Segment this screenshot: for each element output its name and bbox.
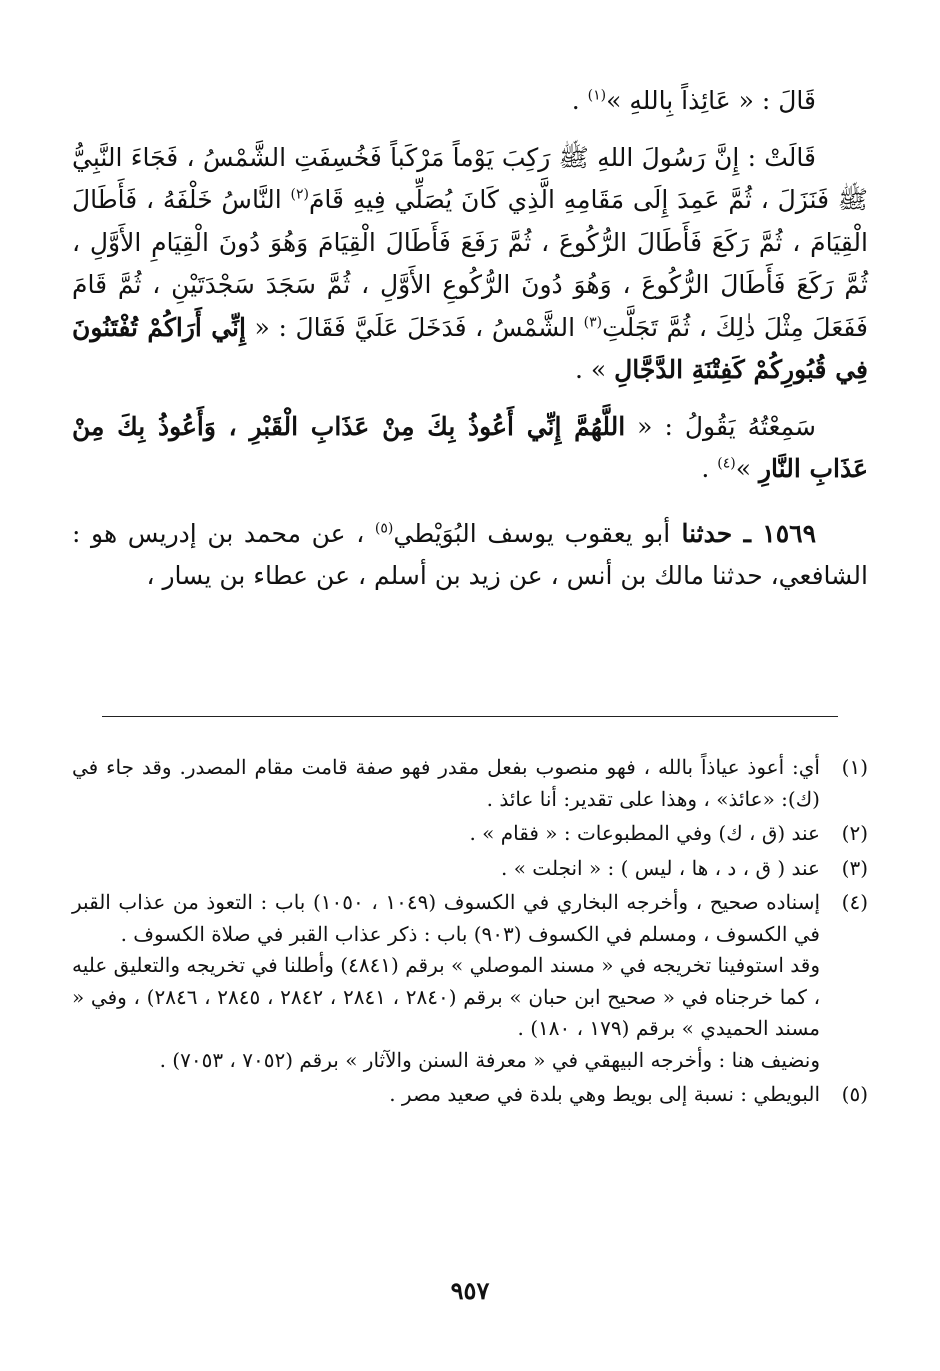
hadith-part-a: أبو يعقوب يوسف البُوَيْطي — [393, 518, 671, 548]
footnote-line: ونضيف هنا : وأخرجه البيهقي في « معرفة السنن والآثار » برقم (٧٠٥٢ ، ٧٠٥٣) . — [159, 1047, 820, 1072]
footnote-1 — [72, 752, 868, 815]
line-1-text: قَالَ : « عَائِذاً بِاللهِ » — [606, 86, 816, 115]
page-number: ٩٥٧ — [450, 1276, 490, 1305]
footnote-3 — [72, 853, 868, 885]
hadith-number: ١٥٦٩ ـ — [743, 518, 817, 548]
footnote-ref-2: (٢) — [290, 186, 309, 203]
hadith-part-b: ، عن محمد بن إدريس هو : الشافعي، حدثنا مالك بن أنس ، عن زيد بن أسلم ، عن عطاء بن يسار ، — [72, 518, 868, 590]
footnote-line: أي: أعوذ عياذاً بالله ، فهو منصوب بفعل مقدر فهو صفة قامت مقام المصدر. وقد جاء في (ك): «عائذ» ، وهذا على تقدير: أنا عائذ . — [72, 755, 820, 811]
footnote-number: (٣) — [841, 855, 868, 880]
footnote-4 — [72, 887, 868, 1076]
paragraph-2 — [72, 137, 868, 392]
prophetic-quote-2: اللَّهُمَّ إِنِّي أَعُوذُ بِكَ مِنْ عَذَابِ الْقَبْرِ ، وَأَعُوذُ بِكَ مِنْ عَذَابِ النَّارِ — [72, 411, 868, 483]
footnote-line: البويطي : نسبة إلى بويط وهي بلدة في صعيد مصر . — [389, 1082, 820, 1106]
paragraph-2-part-c: الشَّمْسُ ، فَدَخَلَ عَلَيَّ فَقَالَ : « — [245, 312, 584, 342]
footnote-ref-5: (٥) — [374, 520, 394, 537]
paragraph-2-part-d: » . — [574, 355, 615, 384]
footnote-line: إسناده صحيح ، وأخرجه البخاري في الكسوف (١٠٤٩ ، ١٠٥٠) باب : التعوذ من عذاب القبر في الكسوف ، ومسلم في الكسوف (٩٠٣) باب : ذكر عذاب القبر في صلاة الكسوف . — [72, 890, 821, 946]
footnote-body — [72, 752, 820, 815]
footnote-number: (١) — [841, 755, 868, 779]
line-1 — [72, 80, 868, 123]
footnote-body — [72, 853, 820, 885]
hadith-lead: حدثنا — [670, 518, 744, 548]
footnote-ref-3: (٣) — [583, 314, 603, 331]
footnote-ref-1: (١) — [587, 87, 607, 104]
footnote-line: عند (ق ، ك) وفي المطبوعات : « فقام » . — [469, 821, 820, 845]
footnote-2 — [72, 818, 868, 850]
paragraph-3-part-b: » — [735, 454, 759, 483]
paragraph-3 — [72, 406, 868, 491]
footnote-number: (٤) — [841, 890, 868, 914]
hadith-1569 — [72, 513, 868, 598]
footnote-separator — [102, 716, 838, 717]
footnote-line: عند ( ق ، د ، ها ، ليس ) : « انجلت » . — [501, 855, 820, 880]
footnote-body — [72, 1079, 820, 1111]
footnote-number: (٢) — [841, 821, 868, 845]
footnote-line: وقد استوفينا تخريجه في « مسند الموصلي » برقم (٤٨٤١) وأطلنا في تخريجه والتعليق عليه ، كما خرجناه في « صحيح ابن حبان » برقم (٢٨٤٠ ، ٢٨٤١ ، ٢٨٤٢ ، ٢٨٤٥ ، ٢٨٤٦) ، وفي « مسند الحميدي » برقم (١٧٩ ، ١٨٠) . — [72, 953, 821, 1040]
main-text — [72, 80, 868, 598]
footnote-ref-4: (٤) — [717, 455, 736, 472]
paragraph-3-part-a: سَمِعْتُهُ يَقُولُ : « — [625, 411, 816, 441]
footnote-body — [72, 818, 820, 850]
prophetic-quote-1: إِنِّي أَرَاكُمْ تُفْتَنُونَ فِي قُبُورِكُمْ كَفِتْنَةِ الدَّجَّالِ — [72, 312, 868, 384]
paragraph-2-part-a: قَالَتْ : إِنَّ رَسُولَ اللهِ ﷺ رَكِبَ يَوْماً مَرْكَباً فَخُسِفَتِ الشَّمْسُ ، فَجَاءَ النَّبِيُّ ﷺ فَنَزَلَ ، ثُمَّ عَمِدَ إِلَى مَقَامِهِ الَّذِي كَانَ يُصَلِّي فِيهِ قَامَ — [72, 142, 869, 214]
paragraph-2-part-b: النَّاسُ خَلْفَهُ ، فَأَطَالَ الْقِيَامَ ، ثُمَّ رَكَعَ فَأَطَالَ الرُّكُوعَ ، ثُمَّ رَفَعَ فَأَطَالَ الْقِيَامَ وَهُوَ دُونَ الْقِيَامِ الأَوَّلِ ، ثُمَّ رَكَعَ فَأَطَالَ الرُّكُوعَ ، وَهُوَ دُونَ الرُّكُوعِ الأَوَّلِ ، ثُمَّ سَجَدَ سَجْدَتَيْنِ ، ثُمَّ قَامَ فَفَعَلَ مِثْلَ ذٰلِكَ ، ثُمَّ تَجَلَّتِ — [72, 185, 868, 342]
footnote-5 — [72, 1079, 868, 1111]
line-1-end: . — [571, 86, 588, 115]
paragraph-3-end: . — [701, 454, 718, 483]
footnote-number: (٥) — [841, 1082, 868, 1106]
footnotes — [72, 752, 868, 1114]
footnote-body — [72, 887, 820, 1076]
